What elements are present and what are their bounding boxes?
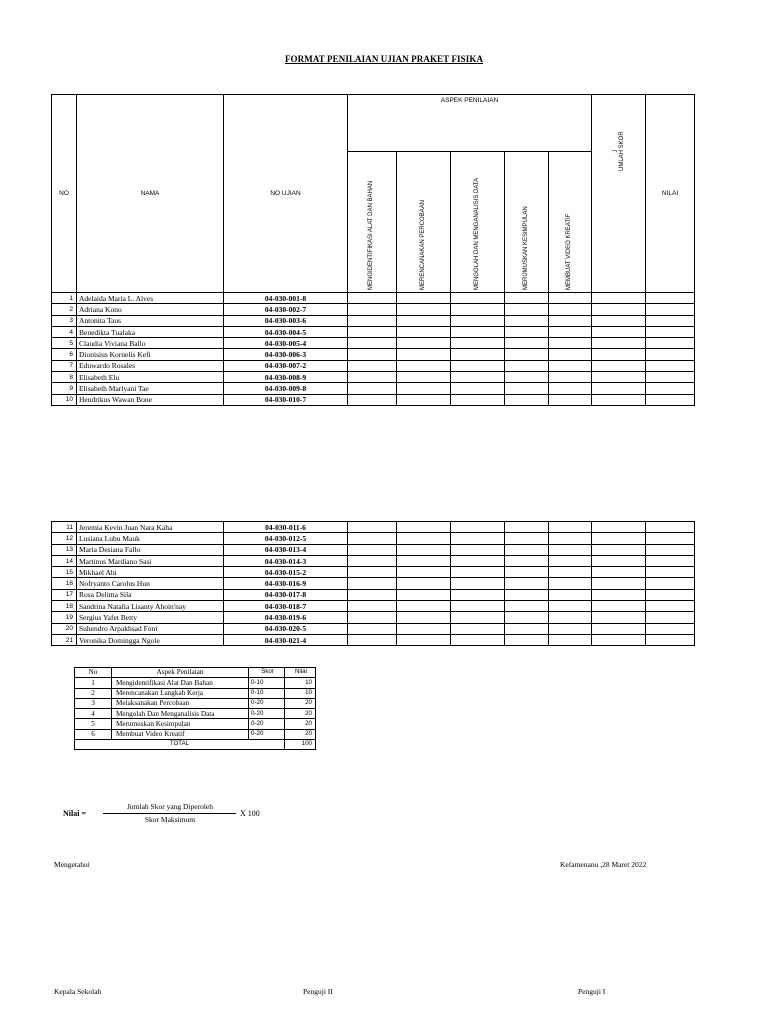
table-row	[52, 326, 695, 337]
score-cell[interactable]	[451, 567, 505, 578]
table-row	[52, 567, 695, 578]
table-row	[52, 304, 695, 315]
score-cell[interactable]	[646, 589, 695, 600]
exam-number: 04-030-015-2	[224, 567, 348, 578]
aspect-no: 4	[75, 709, 112, 719]
score-cell[interactable]	[348, 589, 397, 600]
aspect-row	[75, 719, 316, 729]
score-cell[interactable]	[348, 578, 397, 589]
table-row	[52, 601, 695, 612]
aspect-no: 1	[75, 678, 112, 688]
score-cell[interactable]	[549, 522, 592, 533]
score-cell[interactable]	[646, 315, 695, 326]
score-cell[interactable]	[451, 304, 505, 315]
exam-number: 04-030-004-5	[224, 326, 348, 337]
score-cell[interactable]	[592, 394, 646, 405]
row-number: 15	[52, 567, 77, 578]
place-date: Kefamenanu ,28 Maret 2022	[560, 860, 647, 869]
aspect-skor: 0-20	[249, 709, 285, 719]
aspect-row	[75, 698, 316, 708]
row-number: 12	[52, 533, 77, 544]
score-cell[interactable]	[451, 522, 505, 533]
row-number: 9	[52, 383, 77, 394]
table-row	[52, 589, 695, 600]
score-cell[interactable]	[505, 338, 549, 349]
aspect-name: Membuat Video Kreatif	[112, 729, 249, 739]
score-cell[interactable]	[397, 394, 451, 405]
exam-number: 04-030-011-6	[224, 522, 348, 533]
row-number: 20	[52, 623, 77, 634]
score-cell[interactable]	[348, 612, 397, 623]
score-cell[interactable]	[646, 293, 695, 304]
student-name: Mikhael Abi	[77, 567, 224, 578]
row-number: 14	[52, 555, 77, 566]
score-cell[interactable]	[451, 394, 505, 405]
header-no: NO	[52, 95, 77, 293]
total-value: 100	[285, 740, 316, 750]
exam-number: 04-030-008-9	[224, 372, 348, 383]
mengetahui-label: Mengetahui	[54, 860, 90, 869]
aspect-no: 6	[75, 729, 112, 739]
score-cell[interactable]	[646, 349, 695, 360]
score-cell[interactable]	[505, 372, 549, 383]
student-name: Maria Desiana Fallo	[77, 544, 224, 555]
score-cell[interactable]	[505, 578, 549, 589]
aspect-skor: 0-20	[249, 698, 285, 708]
score-cell[interactable]	[397, 567, 451, 578]
aspect-nilai: 20	[285, 719, 316, 729]
row-number: 19	[52, 612, 77, 623]
exam-number: 04-030-020-5	[224, 623, 348, 634]
score-cell[interactable]	[397, 589, 451, 600]
student-name: Benedikta Tualaka	[77, 326, 224, 337]
score-cell[interactable]	[505, 360, 549, 371]
score-cell[interactable]	[397, 555, 451, 566]
score-cell[interactable]	[348, 522, 397, 533]
score-cell[interactable]	[592, 326, 646, 337]
aspect-name: Merencanakan Langkah Kerja	[112, 688, 249, 698]
aspect-skor: 0-20	[249, 729, 285, 739]
score-cell[interactable]	[397, 338, 451, 349]
score-cell[interactable]	[451, 383, 505, 394]
table-row	[52, 522, 695, 533]
score-cell[interactable]	[348, 533, 397, 544]
score-cell[interactable]	[646, 555, 695, 566]
score-cell[interactable]	[348, 372, 397, 383]
page-title: FORMAT PENILAIAN UJIAN PRAKET FISIKA	[284, 54, 484, 64]
exam-number: 04-030-016-9	[224, 578, 348, 589]
score-cell[interactable]	[646, 304, 695, 315]
row-number: 6	[52, 349, 77, 360]
row-number: 13	[52, 544, 77, 555]
score-cell[interactable]	[592, 589, 646, 600]
score-cell[interactable]	[592, 315, 646, 326]
student-name: Suhendro Arpakhsad Foni	[77, 623, 224, 634]
aspect-nilai: 20	[285, 698, 316, 708]
score-cell[interactable]	[549, 589, 592, 600]
score-cell[interactable]	[505, 383, 549, 394]
score-cell[interactable]	[451, 634, 505, 645]
header-jumlah-skor: J UMLAH SKOR	[592, 95, 646, 293]
table-row	[52, 293, 695, 304]
table-row	[52, 634, 695, 645]
score-cell[interactable]	[451, 293, 505, 304]
row-number: 2	[52, 304, 77, 315]
score-cell[interactable]	[451, 544, 505, 555]
row-number: 7	[52, 360, 77, 371]
score-cell[interactable]	[397, 304, 451, 315]
row-number: 16	[52, 578, 77, 589]
score-cell[interactable]	[592, 544, 646, 555]
exam-number: 04-030-007-2	[224, 360, 348, 371]
table-row	[52, 544, 695, 555]
score-cell[interactable]	[397, 522, 451, 533]
score-cell[interactable]	[646, 612, 695, 623]
score-cell[interactable]	[592, 338, 646, 349]
student-name: Elisabeth Marlyani Tae	[77, 383, 224, 394]
student-name: Dionisius Kornelis Kefi	[77, 349, 224, 360]
score-cell[interactable]	[592, 522, 646, 533]
aspect-name: Mengolah Dan Menganalisis Data	[112, 709, 249, 719]
row-number: 4	[52, 326, 77, 337]
aspect-nilai: 10	[285, 678, 316, 688]
score-cell[interactable]	[505, 533, 549, 544]
score-cell[interactable]	[549, 601, 592, 612]
score-cell[interactable]	[348, 567, 397, 578]
row-number: 3	[52, 315, 77, 326]
signature-kepala-sekolah: Kepala Sekolah	[54, 987, 102, 996]
aspect-scoring-table	[74, 667, 316, 750]
aspect-no: 2	[75, 688, 112, 698]
exam-number: 04-030-001-8	[224, 293, 348, 304]
score-cell[interactable]	[646, 544, 695, 555]
score-cell[interactable]	[348, 634, 397, 645]
exam-number: 04-030-005-4	[224, 338, 348, 349]
score-cell[interactable]	[505, 589, 549, 600]
aspect-skor: 0-10	[249, 678, 285, 688]
exam-number: 04-030-003-6	[224, 315, 348, 326]
aspect-row	[75, 678, 316, 688]
score-cell[interactable]	[397, 349, 451, 360]
score-cell[interactable]	[505, 304, 549, 315]
score-cell[interactable]	[592, 349, 646, 360]
score-cell[interactable]	[549, 326, 592, 337]
score-cell[interactable]	[592, 623, 646, 634]
score-cell[interactable]	[592, 601, 646, 612]
score-cell[interactable]	[451, 578, 505, 589]
score-cell[interactable]	[505, 567, 549, 578]
formula-multiplier: X 100	[240, 809, 260, 818]
aspect-skor: 0-10	[249, 688, 285, 698]
table-row	[52, 349, 695, 360]
score-cell[interactable]	[646, 578, 695, 589]
score-cell[interactable]	[549, 315, 592, 326]
exam-number: 04-030-012-5	[224, 533, 348, 544]
student-name: Jeremia Kevin Juan Nara Kaha	[77, 522, 224, 533]
score-cell[interactable]	[348, 383, 397, 394]
score-cell[interactable]	[451, 315, 505, 326]
score-cell[interactable]	[348, 544, 397, 555]
score-cell[interactable]	[646, 383, 695, 394]
score-cell[interactable]	[348, 555, 397, 566]
score-cell[interactable]	[592, 555, 646, 566]
exam-number: 04-030-014-3	[224, 555, 348, 566]
score-cell[interactable]	[505, 315, 549, 326]
row-number: 21	[52, 634, 77, 645]
score-cell[interactable]	[549, 304, 592, 315]
score-cell[interactable]	[549, 360, 592, 371]
table-row	[52, 555, 695, 566]
score-cell[interactable]	[549, 612, 592, 623]
table-row	[52, 394, 695, 405]
table-row	[52, 623, 695, 634]
score-cell[interactable]	[451, 601, 505, 612]
student-name: Adriana Kono	[77, 304, 224, 315]
score-cell[interactable]	[451, 360, 505, 371]
score-cell[interactable]	[549, 383, 592, 394]
student-name: Adelaida Maria L. Alves	[77, 293, 224, 304]
aspect-skor: 0-20	[249, 719, 285, 729]
score-cell[interactable]	[592, 293, 646, 304]
row-number: 5	[52, 338, 77, 349]
score-cell[interactable]	[397, 360, 451, 371]
score-cell[interactable]	[505, 349, 549, 360]
header-no-ujian: NO UJIAN	[224, 95, 348, 293]
score-cell[interactable]	[592, 612, 646, 623]
score-cell[interactable]	[505, 623, 549, 634]
table-row	[52, 372, 695, 383]
score-cell[interactable]	[646, 634, 695, 645]
score-cell[interactable]	[646, 567, 695, 578]
score-cell[interactable]	[397, 601, 451, 612]
score-cell[interactable]	[348, 338, 397, 349]
row-number: 18	[52, 601, 77, 612]
score-cell[interactable]	[348, 360, 397, 371]
score-cell[interactable]	[397, 315, 451, 326]
row-number: 11	[52, 522, 77, 533]
score-cell[interactable]	[549, 567, 592, 578]
student-name: Lusiana Lubu Mauk	[77, 533, 224, 544]
score-cell[interactable]	[592, 360, 646, 371]
table-row	[52, 578, 695, 589]
score-cell[interactable]	[646, 326, 695, 337]
exam-number: 04-030-006-3	[224, 349, 348, 360]
score-cell[interactable]	[505, 394, 549, 405]
aspect-header-no: No	[75, 668, 112, 678]
aspect-name: Melaksanakan Percobaan	[112, 698, 249, 708]
aspect-name: Merumuskan Kesimpulan	[112, 719, 249, 729]
exam-number: 04-030-013-4	[224, 544, 348, 555]
score-cell[interactable]	[348, 394, 397, 405]
aspect-name: Mengidentifikasi Alat Dan Bahan	[112, 678, 249, 688]
score-cell[interactable]	[505, 555, 549, 566]
score-cell[interactable]	[397, 533, 451, 544]
total-label: TOTAL	[75, 740, 285, 750]
aspect-nilai: 20	[285, 709, 316, 719]
score-cell[interactable]	[348, 326, 397, 337]
formula-numerator: Jumlah Skor yang Diperoleh	[126, 802, 214, 811]
score-cell[interactable]	[505, 522, 549, 533]
score-cell[interactable]	[397, 623, 451, 634]
score-cell[interactable]	[505, 326, 549, 337]
student-name: Antonita Taus	[77, 315, 224, 326]
score-cell[interactable]	[397, 578, 451, 589]
score-cell[interactable]	[397, 383, 451, 394]
table-row	[52, 315, 695, 326]
score-cell[interactable]	[451, 623, 505, 634]
score-cell[interactable]	[348, 293, 397, 304]
score-cell[interactable]	[549, 394, 592, 405]
aspect-header-skor: Skor	[249, 668, 285, 678]
student-name: Elisabeth Elu	[77, 372, 224, 383]
score-cell[interactable]	[451, 589, 505, 600]
score-cell[interactable]	[505, 544, 549, 555]
score-cell[interactable]	[451, 612, 505, 623]
score-cell[interactable]	[592, 383, 646, 394]
aspect-row	[75, 729, 316, 739]
table-row	[52, 338, 695, 349]
score-cell[interactable]	[549, 293, 592, 304]
score-cell[interactable]	[348, 623, 397, 634]
score-cell[interactable]	[549, 349, 592, 360]
formula-label: Nilai =	[63, 809, 87, 818]
student-name: Eduwardo Rosales	[77, 360, 224, 371]
student-name: Rosa Delima Sila	[77, 589, 224, 600]
score-cell[interactable]	[505, 293, 549, 304]
header-nilai: NILAI	[646, 95, 695, 293]
score-cell[interactable]	[451, 349, 505, 360]
row-number: 17	[52, 589, 77, 600]
aspect-no: 3	[75, 698, 112, 708]
score-cell[interactable]	[397, 544, 451, 555]
aspect-header-aspek: Aspek Penilaian	[112, 668, 249, 678]
row-number: 8	[52, 372, 77, 383]
score-cell[interactable]	[451, 372, 505, 383]
score-cell[interactable]	[646, 394, 695, 405]
student-name: Claudia Viviana Ballo	[77, 338, 224, 349]
score-cell[interactable]	[549, 623, 592, 634]
signature-penguji-1: Penguji I	[578, 987, 606, 996]
student-name: Sandrina Natalia Lisanty Ahoin'nay	[77, 601, 224, 612]
score-cell[interactable]	[646, 623, 695, 634]
score-cell[interactable]	[646, 338, 695, 349]
aspect-header-nilai: Nilai	[285, 668, 316, 678]
score-cell[interactable]	[549, 338, 592, 349]
exam-number: 04-030-018-7	[224, 601, 348, 612]
student-name: Nofryanto Carolus Hun	[77, 578, 224, 589]
score-cell[interactable]	[451, 326, 505, 337]
table-row	[52, 612, 695, 623]
row-number: 10	[52, 394, 77, 405]
score-cell[interactable]	[646, 533, 695, 544]
score-cell[interactable]	[505, 612, 549, 623]
exam-number: 04-030-017-8	[224, 589, 348, 600]
score-cell[interactable]	[348, 601, 397, 612]
score-cell[interactable]	[592, 578, 646, 589]
score-cell[interactable]	[397, 293, 451, 304]
aspect-row	[75, 688, 316, 698]
score-cell[interactable]	[646, 360, 695, 371]
score-cell[interactable]	[592, 372, 646, 383]
header-aspect-2: MERENCANAKAN PERCOBAAN	[397, 152, 451, 293]
formula-denominator: Skor Maksimum	[144, 815, 196, 824]
aspect-row	[75, 709, 316, 719]
header-aspek-penilaian: ASPEK PENILAIAN	[348, 95, 592, 152]
table-row	[52, 360, 695, 371]
aspect-total-row	[75, 740, 316, 750]
score-cell[interactable]	[646, 601, 695, 612]
score-cell[interactable]	[549, 544, 592, 555]
score-cell[interactable]	[549, 634, 592, 645]
student-name: Hendrikus Wawan Bone	[77, 394, 224, 405]
aspect-no: 5	[75, 719, 112, 729]
formula-fraction-line	[103, 813, 236, 814]
score-cell[interactable]	[451, 555, 505, 566]
score-cell[interactable]	[348, 304, 397, 315]
score-cell[interactable]	[592, 533, 646, 544]
header-aspect-1: MENGIDENTIFIKASI ALAT DAN BAHAN	[348, 152, 397, 293]
exam-number: 04-030-009-8	[224, 383, 348, 394]
score-cell[interactable]	[646, 522, 695, 533]
aspect-nilai: 20	[285, 729, 316, 739]
score-cell[interactable]	[592, 304, 646, 315]
exam-number: 04-030-019-6	[224, 612, 348, 623]
exam-number: 04-030-002-7	[224, 304, 348, 315]
score-cell[interactable]	[505, 601, 549, 612]
score-cell[interactable]	[451, 338, 505, 349]
score-cell[interactable]	[397, 326, 451, 337]
student-name: Martinus Mardiano Sasi	[77, 555, 224, 566]
score-cell[interactable]	[646, 372, 695, 383]
grading-table-part1	[51, 94, 695, 406]
grading-table-part2	[51, 521, 695, 646]
student-name: Sergius Yafet Betty	[77, 612, 224, 623]
header-aspect-3: MENGOLAH DAN MENGANALISIS DATA	[451, 152, 505, 293]
score-cell[interactable]	[505, 634, 549, 645]
header-nama: NAMA	[77, 95, 224, 293]
aspect-nilai: 10	[285, 688, 316, 698]
exam-number: 04-030-021-4	[224, 634, 348, 645]
score-cell[interactable]	[397, 634, 451, 645]
header-aspect-4: MERUMUSKAN KESIMPULAN	[505, 152, 549, 293]
score-cell[interactable]	[348, 349, 397, 360]
score-cell[interactable]	[549, 555, 592, 566]
score-cell[interactable]	[397, 372, 451, 383]
table-row	[52, 533, 695, 544]
row-number: 1	[52, 293, 77, 304]
table-row	[52, 383, 695, 394]
score-cell[interactable]	[397, 612, 451, 623]
score-cell[interactable]	[549, 578, 592, 589]
signature-penguji-2: Penguji II	[303, 987, 333, 996]
score-cell[interactable]	[592, 634, 646, 645]
score-cell[interactable]	[451, 533, 505, 544]
student-name: Veronika Domingga Ngole	[77, 634, 224, 645]
score-cell[interactable]	[592, 567, 646, 578]
score-cell[interactable]	[549, 372, 592, 383]
score-cell[interactable]	[549, 533, 592, 544]
exam-number: 04-030-010-7	[224, 394, 348, 405]
header-aspect-5: MEMBUAT VIDEO KREATIF	[549, 152, 592, 293]
score-cell[interactable]	[348, 315, 397, 326]
